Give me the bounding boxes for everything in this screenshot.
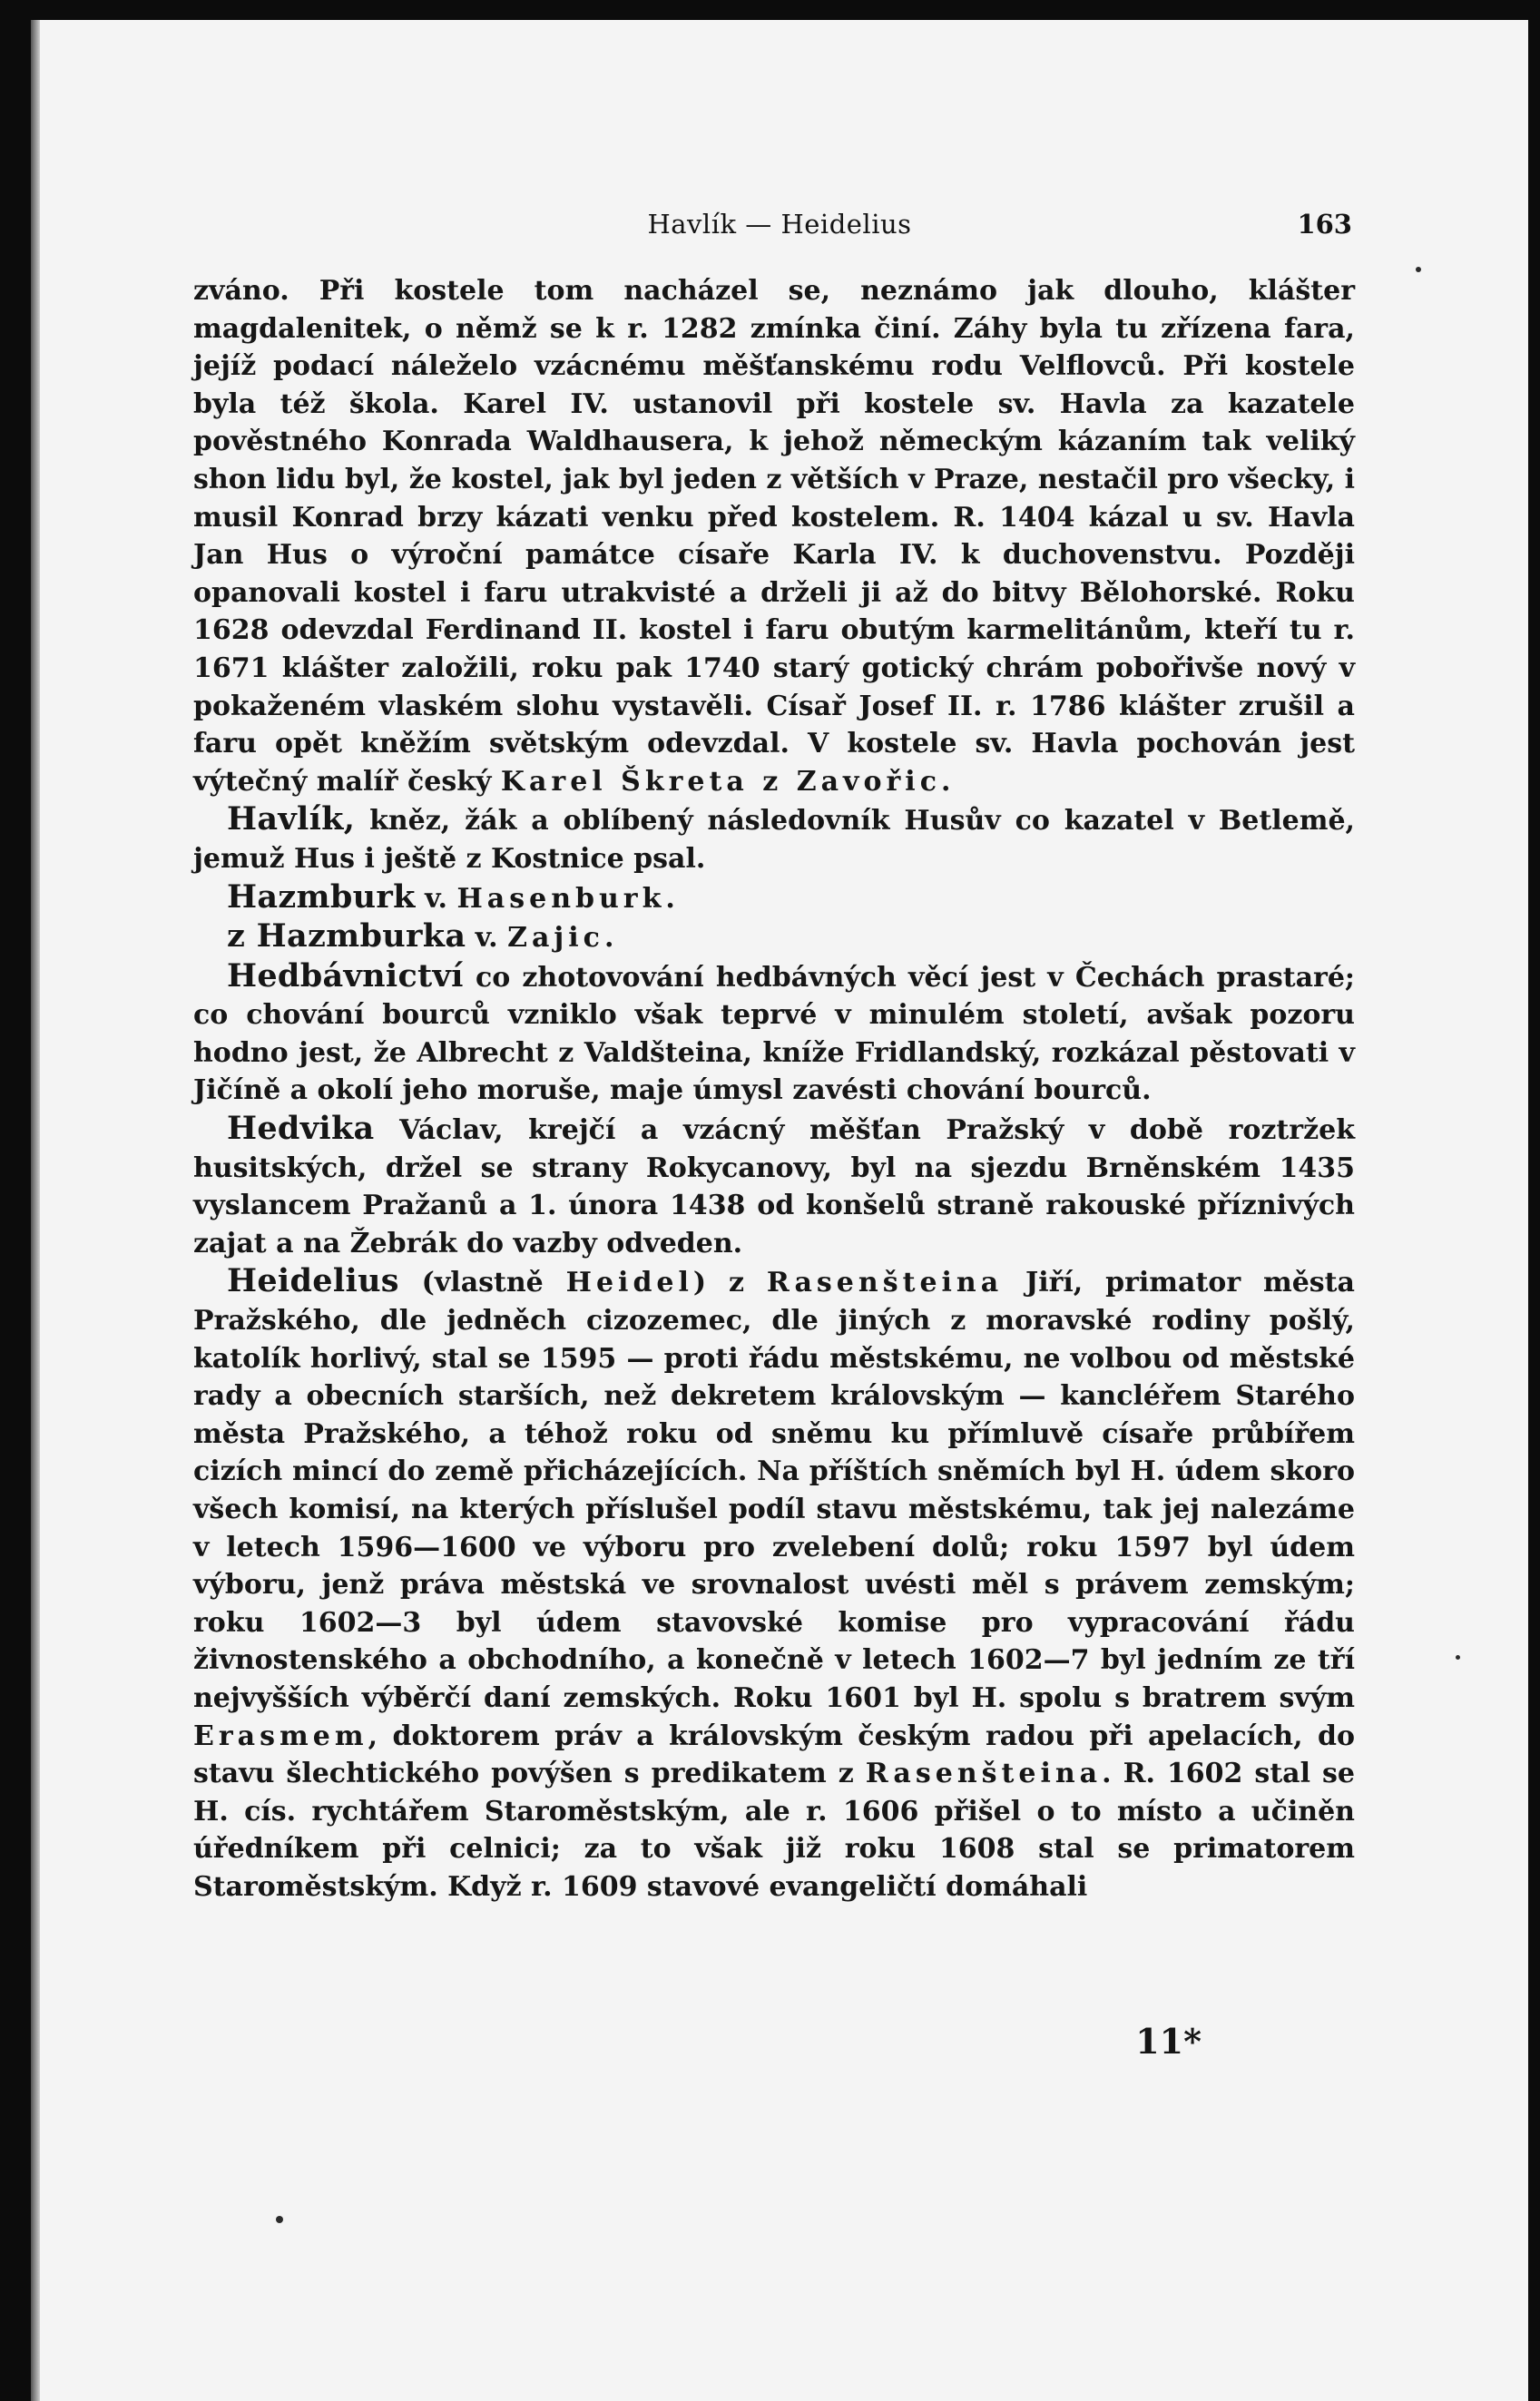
entry-text: kněz, žák a oblíbený následovník Husův co kazatel v Betlemě, jemuž Hus i ještě z Kostnice psal. [193,805,1355,875]
headword: Hedvika [227,1110,375,1148]
paragraph-continuation [193,272,1355,800]
speck-mark [1416,267,1421,272]
entry-text-5: . R. 1602 stal se H. cís. rychtářem Staroměstským, ale r. 1606 přišel o to místo a učiněn úředníkem při celnici; za to však již roku 1608 stal se primatorem Staroměstským. Když r. 1609 stavové evangeličtí domáhali [193,1758,1355,1903]
entry-text: (vlastně [398,1267,544,1299]
page-number: 163 [1297,209,1352,240]
spaced-reference: Zajic [507,922,604,955]
headword: Havlík, [227,800,356,838]
entry-text: v. [466,922,498,955]
signature-mark: 11* [1135,2021,1202,2062]
body-text [193,272,1355,1906]
paragraph-text: zváno. Při kostele tom nacházel se, neznámo jak dlouho, klášter magdalenitek, o němž se k r. 1282 zmínka činí. Záhy byla tu zřízena fara, jejíž podací náleželo vzácnému měšťanskému rodu Velflovců. Při kostele byla též škola. Karel IV. ustanovil při kostele sv. Havla za kazatele pověstného Konrada Waldhausera, k jehož německým kázaním tak veliký shon lidu byl, že kostel, jak byl jeden z větších v Praze, nestačil pro všecky, i musil Konrad brzy kázati venku před kostelem. R. 1404 kázal u sv. Havla Jan Hus o výroční památce císaře Karla IV. k duchovenstvu. Později opanovali kostel i faru utrakvisté a drželi ji až do bitvy Bělohorské. Roku 1628 odevzdal Ferdinand II. kostel i faru obutým karmelitánům, kteří tu r. 1671 klášter založili, roku pak 1740 starý gotický chrám pobořivše nový v pokaženém vlaském slohu vystavěli. Císař Josef II. r. 1786 klášter zrušil a faru opět kněžím světským odevzdal. V kostele sv. Havla pochován jest výtečný malíř český [193,275,1355,798]
entry-z-hazmburka [193,917,1355,957]
entry-havlik [193,800,1355,877]
headword: Hazmburk [227,877,416,916]
running-title: Havlík — Heidelius [647,209,912,240]
spaced-name: Karel Škreta z Zavořic [500,765,941,798]
book-page [31,20,1528,2401]
headword: Heidelius [227,1262,399,1300]
entry-hazmburk [193,878,1355,918]
entry-text: v. [415,882,447,915]
entry-text-2: ) z [692,1267,744,1299]
entry-text-3: Jiří, primator města Pražského, dle jedněch cizozemec, dle jiných z moravské rodiny pošlý, katolík horlivý, stal se 1595 — proti řádu městskému, ne volbou od městské rady a obecních starších, než dekretem královským — kancléřem Starého města Pražského, a téhož roku od sněmu ku přímluvě císaře průbířem cizích mincí do země přicházejících. Na příštích sněmích byl H. údem skoro všech komisí, na kterých příslušel podíl stavu městskému, tak jej nalezáme v letech 1596—1600 ve výboru pro zvelebení dolů; roku 1597 byl údem výboru, jenž práva městská ve srovnalost uvésti měl s právem zemským; roku 1602—3 byl údem stavovské komise pro vypracování řádu živnostenského a obchodního, a konečně v letech 1602—7 byl jedním ze tří nejvyšších výběrčí daní zemských. Roku 1601 byl H. spolu s bratrem svým [193,1267,1355,1714]
entry-text: Václav, krejčí a vzácný měšťan Pražský v době roztržek husitských, držel se strany Rokycanovy, byl na sjezdu Brněnském 1435 vyslancem Pražanů a 1. února 1438 od konšelů straně rakouské příznivých zajat a na Žebrák do vazby odveden. [193,1114,1355,1259]
entry-text: co zhotovování hedbávných věcí jest v Čechách prastaré; co chování bourců vzniklo však teprvé v minulém století, avšak pozoru hodno jest, že Albrecht z Valdšteina, kníže Fridlandský, rozkázal pěstovati v Jičíně a okolí jeho moruše, maje úmysl zavésti chování bourců. [193,961,1355,1107]
entry-tail: . [665,882,675,915]
entry-heidelius [193,1262,1355,1906]
speck-mark [1456,1655,1460,1660]
paragraph-tail: . [940,765,951,798]
entry-hedbavnictvi [193,957,1355,1110]
spaced-name: Rasenšteina [766,1267,1004,1299]
page-edge-shadow [31,20,40,2401]
entry-tail: . [603,922,614,955]
spaced-reference: Hasenburk [456,882,666,915]
spaced-name: Erasmem [193,1720,368,1752]
headword: z Hazmburka [227,917,466,956]
entry-hedvika [193,1110,1355,1262]
speck-mark [276,2216,283,2223]
headword: Hedbávnictví [227,956,464,995]
entry-text-4: , doktorem práv a královským českým radou při apelacích, do stavu šlechtického povýšen s predikatem z [193,1720,1355,1790]
spaced-name: Rasenšteina [865,1758,1103,1790]
page-header [31,209,1528,245]
spaced-name: Heidel [565,1267,693,1299]
